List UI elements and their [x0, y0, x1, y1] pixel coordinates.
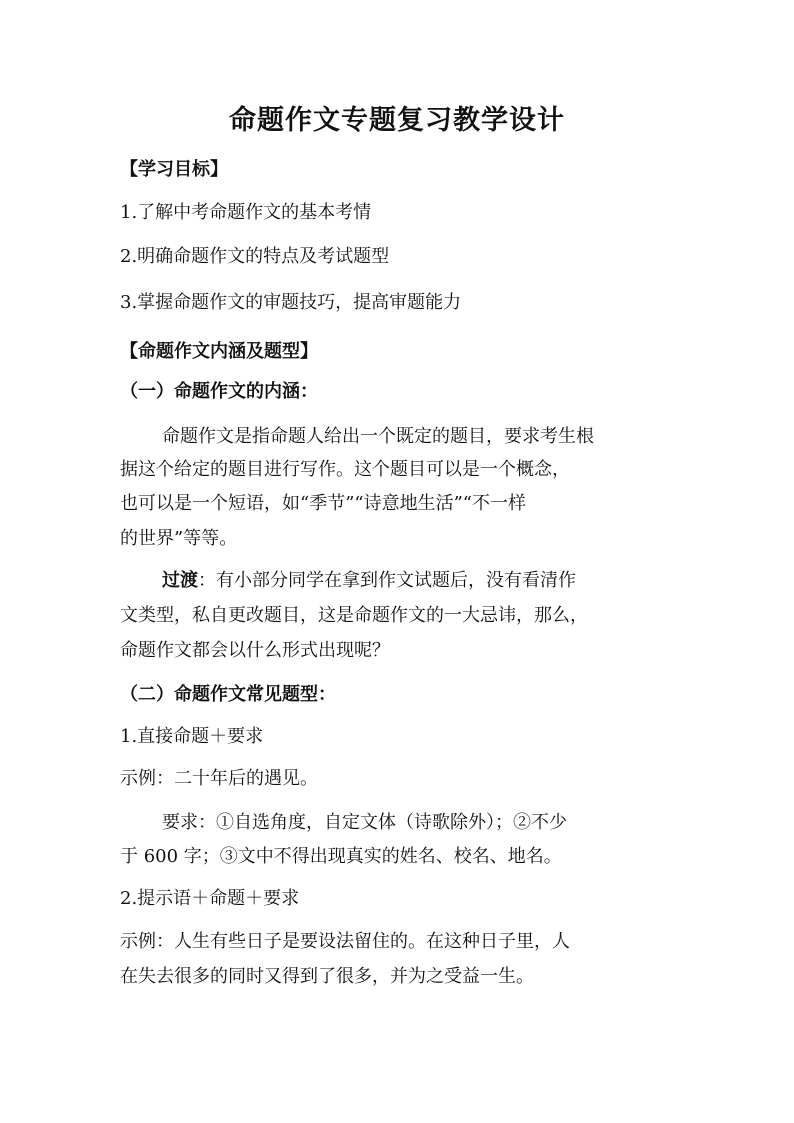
subheading-types: （二）命题作文常见题型： — [120, 684, 336, 705]
type-item-1: 1.直接命题＋要求 — [120, 726, 264, 747]
transition-line — [162, 569, 576, 593]
transition-label: 过渡 — [162, 570, 198, 591]
subheading-meaning: （一）命题作文的内涵： — [120, 381, 318, 402]
example-2-line: 在失去很多的同时又得到了很多，并为之受益一生。 — [120, 966, 534, 987]
section-heading-types: 【命题作文内涵及题型】 — [120, 341, 318, 362]
paragraph-line: 命题作文都会以什么形式出现呢？ — [120, 640, 390, 661]
type-item-2: 2.提示语＋命题＋要求 — [120, 888, 300, 909]
paragraph-line: 据这个给定的题目进行写作。这个题目可以是一个概念， — [120, 459, 570, 480]
goal-item-1: 1.了解中考命题作文的基本考情 — [120, 202, 372, 223]
requirement-line: 要求：①自选角度，自定文体（诗歌除外）；②不少 — [162, 812, 567, 833]
example-1: 示例：二十年后的遇见。 — [120, 768, 318, 789]
example-2-line: 示例：人生有些日子是要设法留住的。在这种日子里，人 — [120, 931, 570, 952]
goal-item-2: 2.明确命题作文的特点及考试题型 — [120, 246, 390, 267]
paragraph-line: 命题作文是指命题人给出一个既定的题目，要求考生根 — [162, 426, 594, 447]
transition-text: ：有小部分同学在拿到作文试题后，没有看清作 — [198, 570, 576, 591]
paragraph-line: 也可以是一个短语，如“季节”“诗意地生活”“不一样 — [120, 493, 527, 514]
paragraph-line: 的世界”等等。 — [120, 528, 238, 549]
goals-heading: 【学习目标】 — [120, 159, 228, 180]
goal-item-3: 3.掌握命题作文的审题技巧，提高审题能力 — [120, 292, 462, 313]
paragraph-line: 文类型，私自更改题目，这是命题作文的一大忌讳，那么， — [120, 605, 588, 626]
requirement-line: 于 600 字；③文中不得出现真实的姓名、校名、地名。 — [120, 846, 562, 867]
page-title: 命题作文专题复习教学设计 — [229, 105, 565, 136]
